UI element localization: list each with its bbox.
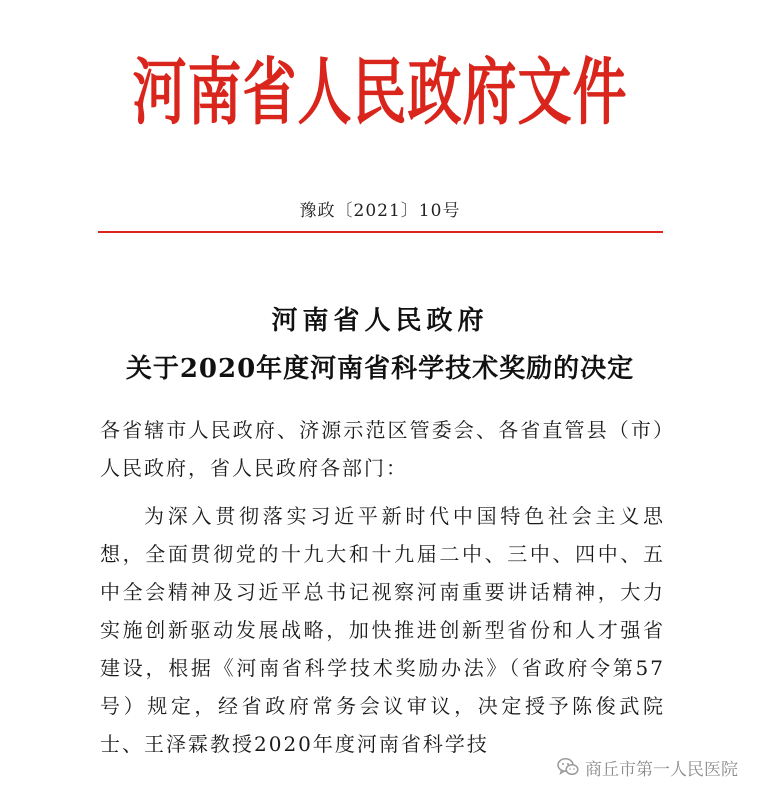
body-paragraph-1: 为深入贯彻落实习近平新时代中国特色社会主义思想，全面贯彻党的十九大和十九届二中、三中、四中、五中全会精神及习近平总书记视察河南重要讲话精神，大力实施创新驱动发展战略，加快推进创新型省份和人才强省建设，根据《河南省科学技术奖励办法》（省政府令第57号）规定，经省政府常务会议审议，决定授予陈俊武院士、王泽霖教授2020年度河南省科学技 — [100, 504, 665, 756]
watermark-text: 商丘市第一人民医院 — [585, 759, 738, 780]
document-title-line1: 河南省人民政府 — [271, 306, 489, 336]
red-divider-line — [98, 231, 663, 233]
document-title-line2: 关于2020年度河南省科学技术奖励的决定 — [125, 354, 635, 384]
document-number: 豫政〔2021〕10号 — [299, 201, 461, 221]
wechat-icon — [557, 757, 579, 777]
document-header-title: 河南省人民政府文件 — [132, 48, 628, 136]
addressee-paragraph: 各省辖市人民政府、济源示范区管委会、各省直管县（市）人民政府，省人民政府各部门： — [100, 418, 665, 480]
document-header — [0, 42, 760, 142]
wechat-watermark — [557, 752, 738, 782]
